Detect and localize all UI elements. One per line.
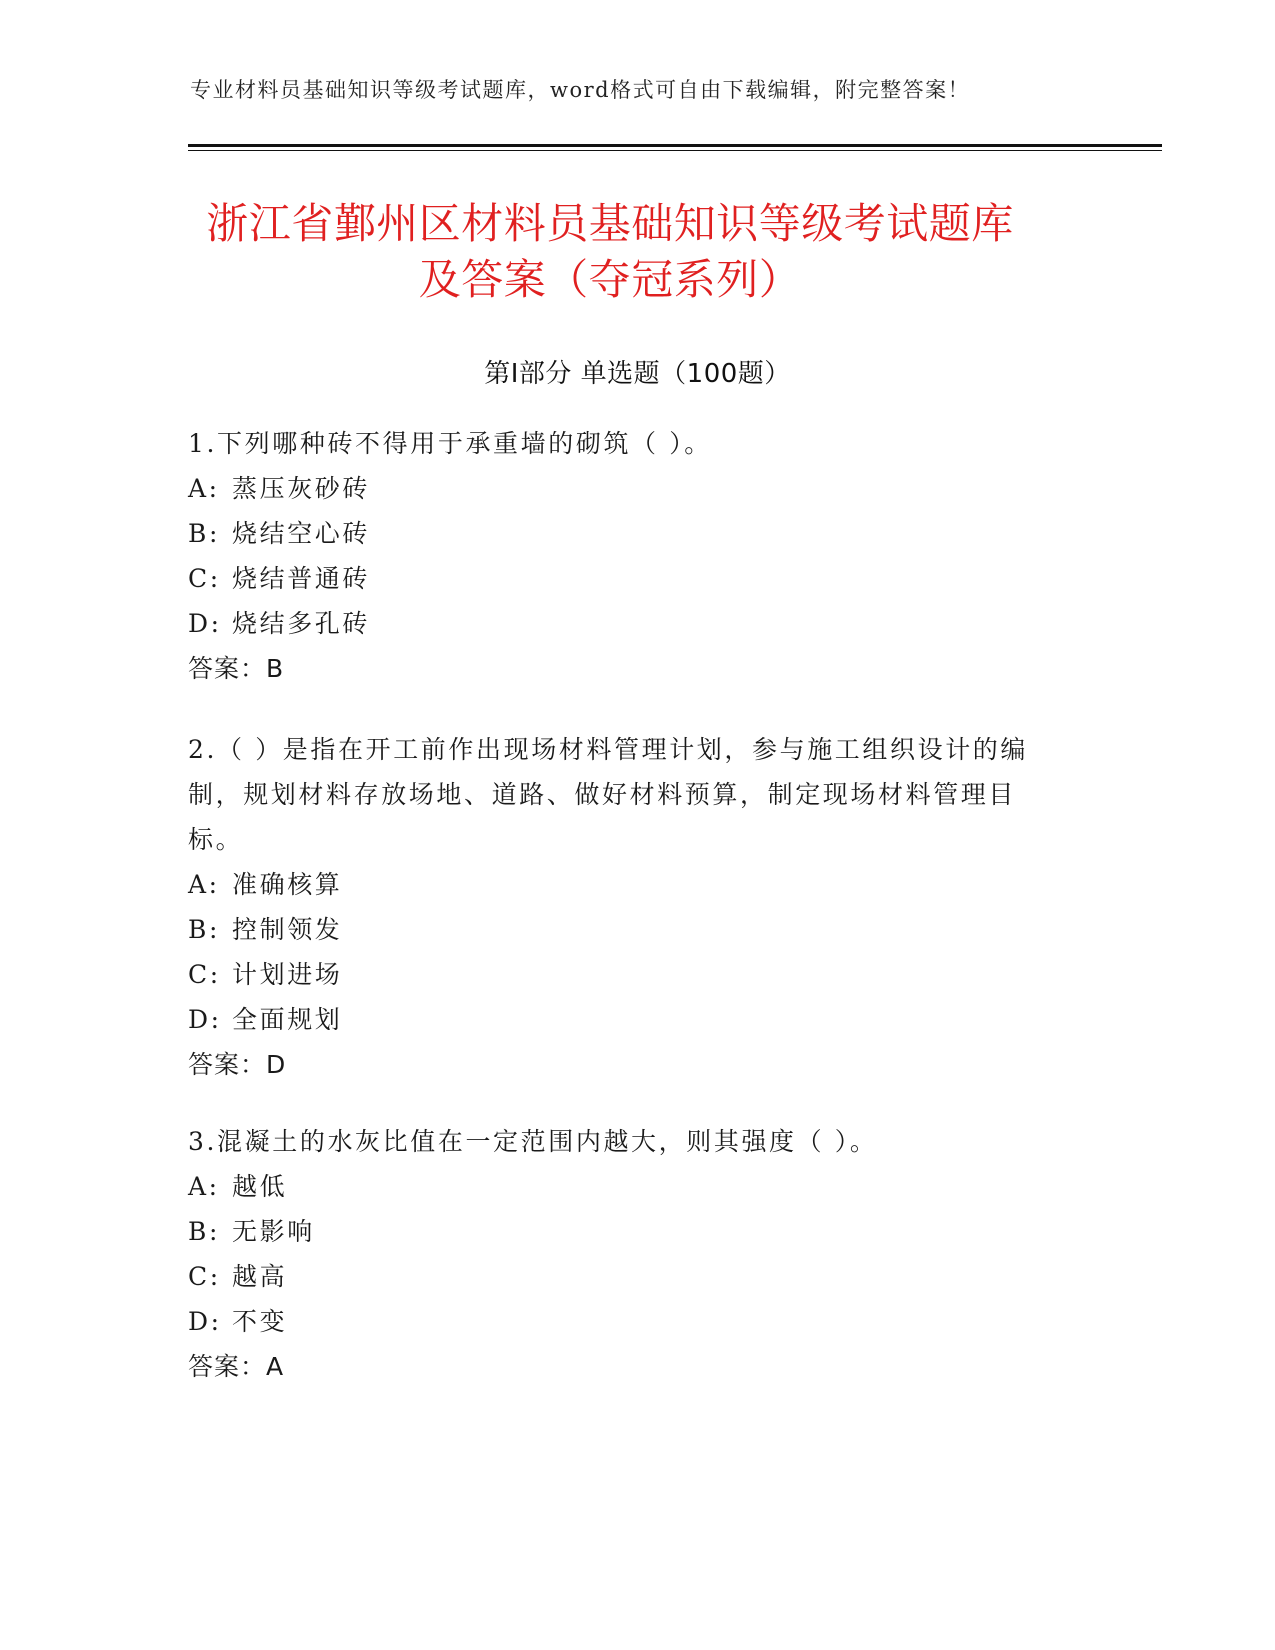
question-stem: 1.下列哪种砖不得用于承重墙的砌筑（ ）。 xyxy=(188,429,712,458)
option-a xyxy=(188,1164,1088,1209)
option-key: A: xyxy=(188,474,220,503)
question-1 xyxy=(188,421,1088,691)
option-d xyxy=(188,601,1088,646)
header-note: 专业材料员基础知识等级考试题库，word格式可自由下载编辑，附完整答案！ xyxy=(190,78,971,102)
option-text: 烧结普通砖 xyxy=(232,564,371,593)
answer-line: 答案：B xyxy=(188,654,285,683)
option-text: 烧结多孔砖 xyxy=(232,609,371,638)
header-divider-thin xyxy=(188,150,1162,151)
option-c xyxy=(188,556,1088,601)
option-b xyxy=(188,1209,1088,1254)
option-key: B: xyxy=(188,519,220,548)
option-text: 烧结空心砖 xyxy=(232,519,371,548)
option-text: 无影响 xyxy=(232,1217,315,1246)
option-a xyxy=(188,466,1088,511)
option-key: D: xyxy=(188,1005,222,1034)
question-3 xyxy=(188,1119,1088,1389)
option-key: B: xyxy=(188,1217,220,1246)
option-text: 不变 xyxy=(232,1307,288,1336)
option-text: 蒸压灰砂砖 xyxy=(232,474,371,503)
question-stem: 3.混凝土的水灰比值在一定范围内越大，则其强度（ ）。 xyxy=(188,1127,878,1156)
option-key: D: xyxy=(188,1307,222,1336)
document-title-line-1: 浙江省鄞州区材料员基础知识等级考试题库 xyxy=(206,199,1014,248)
section-title: 第Ⅰ部分 单选题（100题） xyxy=(484,359,791,389)
option-c xyxy=(188,952,1068,997)
option-b xyxy=(188,511,1088,556)
document-title-line-2: 及答案（夺冠系列） xyxy=(418,255,802,304)
option-d xyxy=(188,997,1068,1042)
option-key: C: xyxy=(188,564,221,593)
option-text: 控制领发 xyxy=(232,915,343,944)
answer-line: 答案：A xyxy=(188,1352,285,1381)
answer-line: 答案：D xyxy=(188,1050,287,1079)
option-key: C: xyxy=(188,1262,221,1291)
option-key: B: xyxy=(188,915,220,944)
option-text: 越高 xyxy=(232,1262,288,1291)
question-2 xyxy=(188,727,1068,1087)
option-key: A: xyxy=(188,870,220,899)
question-stem: 2.（ ）是指在开工前作出现场材料管理计划，参与施工组织设计的编制，规划材料存放场地、道路、做好材料预算，制定现场材料管理目标。 xyxy=(188,735,1029,854)
option-c xyxy=(188,1254,1088,1299)
option-text: 越低 xyxy=(232,1172,288,1201)
option-text: 全面规划 xyxy=(232,1005,343,1034)
option-key: C: xyxy=(188,960,221,989)
document-title xyxy=(150,196,1070,308)
option-text: 计划进场 xyxy=(232,960,343,989)
option-key: D: xyxy=(188,609,222,638)
option-d xyxy=(188,1299,1088,1344)
header-divider-thick xyxy=(188,144,1162,147)
option-key: A: xyxy=(188,1172,220,1201)
option-a xyxy=(188,862,1068,907)
option-text: 准确核算 xyxy=(232,870,343,899)
option-b xyxy=(188,907,1068,952)
